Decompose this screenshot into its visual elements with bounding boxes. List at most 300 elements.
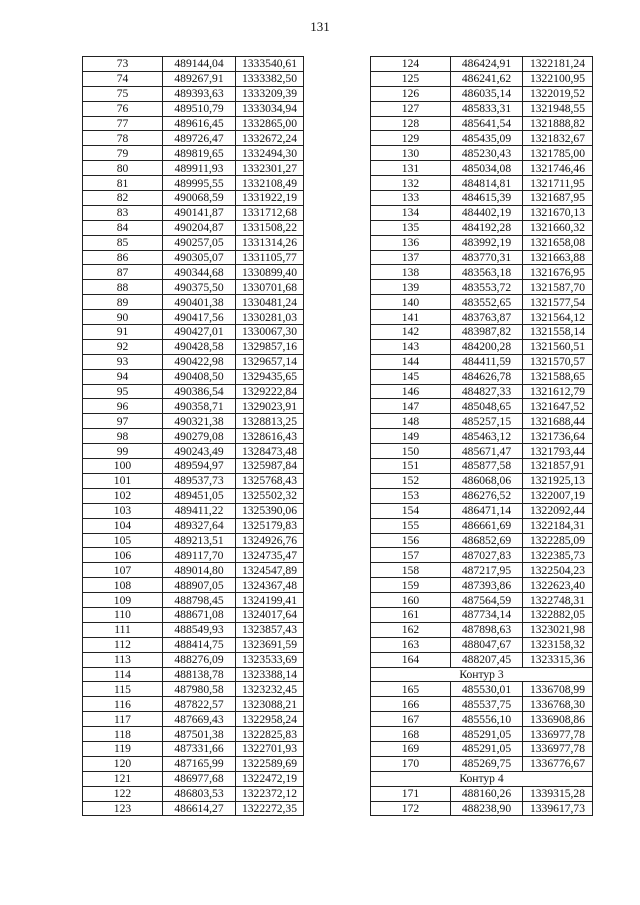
y-coordinate-cell: 1322958,24 bbox=[236, 712, 304, 727]
point-number-cell: 100 bbox=[83, 459, 163, 474]
point-number-cell: 96 bbox=[83, 399, 163, 414]
x-coordinate-cell: 489726,47 bbox=[163, 131, 236, 146]
point-number-cell: 92 bbox=[83, 339, 163, 354]
point-number-cell: 170 bbox=[371, 756, 451, 771]
x-coordinate-cell: 490257,05 bbox=[163, 235, 236, 250]
table-row bbox=[371, 622, 593, 637]
x-coordinate-cell: 487217,95 bbox=[451, 563, 523, 578]
table-row bbox=[83, 205, 304, 220]
point-number-cell: 130 bbox=[371, 146, 451, 161]
point-number-cell: 172 bbox=[371, 801, 451, 816]
point-number-cell: 125 bbox=[371, 71, 451, 86]
table-row bbox=[83, 801, 304, 816]
x-coordinate-cell: 486614,27 bbox=[163, 801, 236, 816]
y-coordinate-cell: 1321570,57 bbox=[523, 354, 593, 369]
y-coordinate-cell: 1328473,48 bbox=[236, 444, 304, 459]
x-coordinate-cell: 490427,01 bbox=[163, 325, 236, 340]
y-coordinate-cell: 1321676,95 bbox=[523, 265, 593, 280]
point-number-cell: 128 bbox=[371, 116, 451, 131]
table-row bbox=[83, 295, 304, 310]
table-row bbox=[371, 116, 593, 131]
y-coordinate-cell: 1321687,95 bbox=[523, 191, 593, 206]
x-coordinate-cell: 487980,58 bbox=[163, 682, 236, 697]
y-coordinate-cell: 1333034,94 bbox=[236, 101, 304, 116]
point-number-cell: 139 bbox=[371, 280, 451, 295]
table-row bbox=[371, 727, 593, 742]
point-number-cell: 147 bbox=[371, 399, 451, 414]
point-number-cell: 165 bbox=[371, 682, 451, 697]
point-number-cell: 145 bbox=[371, 369, 451, 384]
table-row bbox=[83, 146, 304, 161]
coordinates-table-left bbox=[82, 56, 304, 816]
x-coordinate-cell: 488238,90 bbox=[451, 801, 523, 816]
x-coordinate-cell: 486803,53 bbox=[163, 786, 236, 801]
x-coordinate-cell: 490068,59 bbox=[163, 191, 236, 206]
point-number-cell: 140 bbox=[371, 295, 451, 310]
point-number-cell: 161 bbox=[371, 607, 451, 622]
x-coordinate-cell: 490375,50 bbox=[163, 280, 236, 295]
table-row bbox=[371, 488, 593, 503]
y-coordinate-cell: 1328616,43 bbox=[236, 429, 304, 444]
table-row bbox=[83, 71, 304, 86]
point-number-cell: 108 bbox=[83, 578, 163, 593]
x-coordinate-cell: 490417,56 bbox=[163, 310, 236, 325]
table-row bbox=[371, 607, 593, 622]
x-coordinate-cell: 490358,71 bbox=[163, 399, 236, 414]
point-number-cell: 84 bbox=[83, 220, 163, 235]
point-number-cell: 155 bbox=[371, 518, 451, 533]
y-coordinate-cell: 1324547,89 bbox=[236, 563, 304, 578]
point-number-cell: 101 bbox=[83, 473, 163, 488]
point-number-cell: 171 bbox=[371, 786, 451, 801]
table-row bbox=[83, 265, 304, 280]
y-coordinate-cell: 1322181,24 bbox=[523, 57, 593, 72]
y-coordinate-cell: 1329023,91 bbox=[236, 399, 304, 414]
table-row bbox=[371, 191, 593, 206]
y-coordinate-cell: 1322092,44 bbox=[523, 503, 593, 518]
table-row bbox=[83, 354, 304, 369]
point-number-cell: 73 bbox=[83, 57, 163, 72]
point-number-cell: 87 bbox=[83, 265, 163, 280]
x-coordinate-cell: 490344,68 bbox=[163, 265, 236, 280]
point-number-cell: 93 bbox=[83, 354, 163, 369]
point-number-cell: 88 bbox=[83, 280, 163, 295]
point-number-cell: 115 bbox=[83, 682, 163, 697]
table-row bbox=[371, 697, 593, 712]
point-number-cell: 83 bbox=[83, 205, 163, 220]
x-coordinate-cell: 487501,38 bbox=[163, 727, 236, 742]
y-coordinate-cell: 1324367,48 bbox=[236, 578, 304, 593]
y-coordinate-cell: 1321660,32 bbox=[523, 220, 593, 235]
point-number-cell: 135 bbox=[371, 220, 451, 235]
x-coordinate-cell: 484827,33 bbox=[451, 384, 523, 399]
table-row bbox=[371, 414, 593, 429]
x-coordinate-cell: 488276,09 bbox=[163, 652, 236, 667]
table-row bbox=[371, 533, 593, 548]
table-row bbox=[83, 622, 304, 637]
x-coordinate-cell: 489537,73 bbox=[163, 473, 236, 488]
x-coordinate-cell: 488138,78 bbox=[163, 667, 236, 682]
x-coordinate-cell: 490204,87 bbox=[163, 220, 236, 235]
table-row bbox=[83, 176, 304, 191]
x-coordinate-cell: 488549,93 bbox=[163, 622, 236, 637]
y-coordinate-cell: 1321736,64 bbox=[523, 429, 593, 444]
point-number-cell: 75 bbox=[83, 86, 163, 101]
x-coordinate-cell: 490401,38 bbox=[163, 295, 236, 310]
y-coordinate-cell: 1325390,06 bbox=[236, 503, 304, 518]
x-coordinate-cell: 488160,26 bbox=[451, 786, 523, 801]
x-coordinate-cell: 485463,12 bbox=[451, 429, 523, 444]
point-number-cell: 123 bbox=[83, 801, 163, 816]
point-number-cell: 162 bbox=[371, 622, 451, 637]
x-coordinate-cell: 489411,22 bbox=[163, 503, 236, 518]
x-coordinate-cell: 489911,93 bbox=[163, 161, 236, 176]
y-coordinate-cell: 1323158,32 bbox=[523, 637, 593, 652]
point-number-cell: 148 bbox=[371, 414, 451, 429]
table-row bbox=[83, 339, 304, 354]
table-row bbox=[83, 235, 304, 250]
table-row bbox=[371, 801, 593, 816]
point-number-cell: 137 bbox=[371, 250, 451, 265]
x-coordinate-cell: 483552,65 bbox=[451, 295, 523, 310]
x-coordinate-cell: 484411,59 bbox=[451, 354, 523, 369]
point-number-cell: 114 bbox=[83, 667, 163, 682]
table-row bbox=[83, 473, 304, 488]
y-coordinate-cell: 1329857,16 bbox=[236, 339, 304, 354]
y-coordinate-cell: 1322285,09 bbox=[523, 533, 593, 548]
point-number-cell: 122 bbox=[83, 786, 163, 801]
y-coordinate-cell: 1321658,08 bbox=[523, 235, 593, 250]
y-coordinate-cell: 1328813,25 bbox=[236, 414, 304, 429]
x-coordinate-cell: 489995,55 bbox=[163, 176, 236, 191]
table-row bbox=[83, 280, 304, 295]
x-coordinate-cell: 484192,28 bbox=[451, 220, 523, 235]
point-number-cell: 126 bbox=[371, 86, 451, 101]
point-number-cell: 106 bbox=[83, 548, 163, 563]
y-coordinate-cell: 1333382,50 bbox=[236, 71, 304, 86]
table-row bbox=[83, 429, 304, 444]
table-row bbox=[371, 235, 593, 250]
x-coordinate-cell: 489451,05 bbox=[163, 488, 236, 503]
x-coordinate-cell: 485230,43 bbox=[451, 146, 523, 161]
table-row bbox=[83, 697, 304, 712]
point-number-cell: 120 bbox=[83, 756, 163, 771]
point-number-cell: 151 bbox=[371, 459, 451, 474]
point-number-cell: 117 bbox=[83, 712, 163, 727]
x-coordinate-cell: 485833,31 bbox=[451, 101, 523, 116]
x-coordinate-cell: 484814,81 bbox=[451, 176, 523, 191]
table-row bbox=[83, 652, 304, 667]
y-coordinate-cell: 1321663,88 bbox=[523, 250, 593, 265]
point-number-cell: 127 bbox=[371, 101, 451, 116]
table-row bbox=[83, 459, 304, 474]
x-coordinate-cell: 485034,08 bbox=[451, 161, 523, 176]
x-coordinate-cell: 489014,80 bbox=[163, 563, 236, 578]
y-coordinate-cell: 1331314,26 bbox=[236, 235, 304, 250]
y-coordinate-cell: 1336776,67 bbox=[523, 756, 593, 771]
table-row bbox=[371, 384, 593, 399]
x-coordinate-cell: 489393,63 bbox=[163, 86, 236, 101]
x-coordinate-cell: 489510,79 bbox=[163, 101, 236, 116]
table-row bbox=[371, 786, 593, 801]
point-number-cell: 156 bbox=[371, 533, 451, 548]
table-row bbox=[83, 191, 304, 206]
x-coordinate-cell: 489616,45 bbox=[163, 116, 236, 131]
point-number-cell: 113 bbox=[83, 652, 163, 667]
y-coordinate-cell: 1324735,47 bbox=[236, 548, 304, 563]
y-coordinate-cell: 1322623,40 bbox=[523, 578, 593, 593]
table-row bbox=[83, 682, 304, 697]
y-coordinate-cell: 1323232,45 bbox=[236, 682, 304, 697]
x-coordinate-cell: 488207,45 bbox=[451, 652, 523, 667]
y-coordinate-cell: 1321793,44 bbox=[523, 444, 593, 459]
point-number-cell: 142 bbox=[371, 325, 451, 340]
point-number-cell: 143 bbox=[371, 339, 451, 354]
table-row bbox=[371, 503, 593, 518]
y-coordinate-cell: 1321577,54 bbox=[523, 295, 593, 310]
point-number-cell: 131 bbox=[371, 161, 451, 176]
point-number-cell: 85 bbox=[83, 235, 163, 250]
table-row bbox=[371, 578, 593, 593]
point-number-cell: 158 bbox=[371, 563, 451, 578]
x-coordinate-cell: 490408,50 bbox=[163, 369, 236, 384]
point-number-cell: 166 bbox=[371, 697, 451, 712]
point-number-cell: 121 bbox=[83, 771, 163, 786]
table-row bbox=[371, 176, 593, 191]
x-coordinate-cell: 485048,65 bbox=[451, 399, 523, 414]
y-coordinate-cell: 1323533,69 bbox=[236, 652, 304, 667]
table-row bbox=[371, 593, 593, 608]
x-coordinate-cell: 487165,99 bbox=[163, 756, 236, 771]
point-number-cell: 163 bbox=[371, 637, 451, 652]
x-coordinate-cell: 486035,14 bbox=[451, 86, 523, 101]
point-number-cell: 116 bbox=[83, 697, 163, 712]
y-coordinate-cell: 1321785,00 bbox=[523, 146, 593, 161]
point-number-cell: 89 bbox=[83, 295, 163, 310]
x-coordinate-cell: 485641,54 bbox=[451, 116, 523, 131]
table-row bbox=[83, 444, 304, 459]
table-row bbox=[371, 429, 593, 444]
y-coordinate-cell: 1331508,22 bbox=[236, 220, 304, 235]
x-coordinate-cell: 487564,59 bbox=[451, 593, 523, 608]
x-coordinate-cell: 488047,67 bbox=[451, 637, 523, 652]
y-coordinate-cell: 1321560,51 bbox=[523, 339, 593, 354]
table-row bbox=[371, 205, 593, 220]
table-row bbox=[371, 548, 593, 563]
x-coordinate-cell: 490279,08 bbox=[163, 429, 236, 444]
point-number-cell: 98 bbox=[83, 429, 163, 444]
x-coordinate-cell: 487027,83 bbox=[451, 548, 523, 563]
y-coordinate-cell: 1321948,55 bbox=[523, 101, 593, 116]
y-coordinate-cell: 1333540,61 bbox=[236, 57, 304, 72]
point-number-cell: 118 bbox=[83, 727, 163, 742]
table-row bbox=[83, 578, 304, 593]
x-coordinate-cell: 486276,52 bbox=[451, 488, 523, 503]
table-row bbox=[83, 399, 304, 414]
x-coordinate-cell: 486977,68 bbox=[163, 771, 236, 786]
point-number-cell: 132 bbox=[371, 176, 451, 191]
point-number-cell: 86 bbox=[83, 250, 163, 265]
point-number-cell: 164 bbox=[371, 652, 451, 667]
point-number-cell: 79 bbox=[83, 146, 163, 161]
table-row bbox=[371, 741, 593, 756]
table-row bbox=[83, 771, 304, 786]
point-number-cell: 77 bbox=[83, 116, 163, 131]
table-row bbox=[371, 518, 593, 533]
point-number-cell: 103 bbox=[83, 503, 163, 518]
point-number-cell: 153 bbox=[371, 488, 451, 503]
x-coordinate-cell: 486661,69 bbox=[451, 518, 523, 533]
x-coordinate-cell: 484402,19 bbox=[451, 205, 523, 220]
x-coordinate-cell: 490321,38 bbox=[163, 414, 236, 429]
table-row bbox=[371, 295, 593, 310]
table-row bbox=[83, 220, 304, 235]
x-coordinate-cell: 489213,51 bbox=[163, 533, 236, 548]
x-coordinate-cell: 483553,72 bbox=[451, 280, 523, 295]
y-coordinate-cell: 1322372,12 bbox=[236, 786, 304, 801]
x-coordinate-cell: 487669,43 bbox=[163, 712, 236, 727]
y-coordinate-cell: 1329222,84 bbox=[236, 384, 304, 399]
y-coordinate-cell: 1322019,52 bbox=[523, 86, 593, 101]
x-coordinate-cell: 489819,65 bbox=[163, 146, 236, 161]
contour-label: Контур 3 bbox=[371, 667, 593, 682]
point-number-cell: 94 bbox=[83, 369, 163, 384]
x-coordinate-cell: 487734,14 bbox=[451, 607, 523, 622]
table-row bbox=[371, 399, 593, 414]
y-coordinate-cell: 1332301,27 bbox=[236, 161, 304, 176]
table-row bbox=[371, 354, 593, 369]
y-coordinate-cell: 1323691,59 bbox=[236, 637, 304, 652]
table-row bbox=[83, 310, 304, 325]
point-number-cell: 154 bbox=[371, 503, 451, 518]
point-number-cell: 95 bbox=[83, 384, 163, 399]
x-coordinate-cell: 486471,14 bbox=[451, 503, 523, 518]
y-coordinate-cell: 1324199,41 bbox=[236, 593, 304, 608]
x-coordinate-cell: 489594,97 bbox=[163, 459, 236, 474]
y-coordinate-cell: 1321587,70 bbox=[523, 280, 593, 295]
point-number-cell: 146 bbox=[371, 384, 451, 399]
table-row bbox=[371, 250, 593, 265]
x-coordinate-cell: 484626,78 bbox=[451, 369, 523, 384]
table-row bbox=[83, 161, 304, 176]
table-row bbox=[83, 712, 304, 727]
y-coordinate-cell: 1336708,99 bbox=[523, 682, 593, 697]
x-coordinate-cell: 490243,49 bbox=[163, 444, 236, 459]
y-coordinate-cell: 1322825,83 bbox=[236, 727, 304, 742]
table-row bbox=[83, 741, 304, 756]
contour-header-row bbox=[371, 667, 593, 682]
x-coordinate-cell: 488798,45 bbox=[163, 593, 236, 608]
x-coordinate-cell: 483763,87 bbox=[451, 310, 523, 325]
y-coordinate-cell: 1323021,98 bbox=[523, 622, 593, 637]
y-coordinate-cell: 1321925,13 bbox=[523, 473, 593, 488]
point-number-cell: 169 bbox=[371, 741, 451, 756]
x-coordinate-cell: 489267,91 bbox=[163, 71, 236, 86]
table-row bbox=[371, 220, 593, 235]
y-coordinate-cell: 1321832,67 bbox=[523, 131, 593, 146]
table-row bbox=[83, 384, 304, 399]
y-coordinate-cell: 1325987,84 bbox=[236, 459, 304, 474]
y-coordinate-cell: 1322748,31 bbox=[523, 593, 593, 608]
y-coordinate-cell: 1322701,93 bbox=[236, 741, 304, 756]
table-row bbox=[371, 339, 593, 354]
x-coordinate-cell: 487822,57 bbox=[163, 697, 236, 712]
y-coordinate-cell: 1332494,30 bbox=[236, 146, 304, 161]
y-coordinate-cell: 1336977,78 bbox=[523, 741, 593, 756]
point-number-cell: 152 bbox=[371, 473, 451, 488]
point-number-cell: 157 bbox=[371, 548, 451, 563]
table-row bbox=[371, 280, 593, 295]
y-coordinate-cell: 1330281,03 bbox=[236, 310, 304, 325]
point-number-cell: 109 bbox=[83, 593, 163, 608]
y-coordinate-cell: 1321588,65 bbox=[523, 369, 593, 384]
point-number-cell: 99 bbox=[83, 444, 163, 459]
point-number-cell: 76 bbox=[83, 101, 163, 116]
table-row bbox=[83, 563, 304, 578]
y-coordinate-cell: 1321558,14 bbox=[523, 325, 593, 340]
point-number-cell: 102 bbox=[83, 488, 163, 503]
y-coordinate-cell: 1323388,14 bbox=[236, 667, 304, 682]
x-coordinate-cell: 487898,63 bbox=[451, 622, 523, 637]
y-coordinate-cell: 1336908,86 bbox=[523, 712, 593, 727]
x-coordinate-cell: 488414,75 bbox=[163, 637, 236, 652]
point-number-cell: 74 bbox=[83, 71, 163, 86]
table-row bbox=[371, 682, 593, 697]
table-row bbox=[371, 325, 593, 340]
y-coordinate-cell: 1331922,19 bbox=[236, 191, 304, 206]
x-coordinate-cell: 485877,58 bbox=[451, 459, 523, 474]
table-row bbox=[371, 444, 593, 459]
y-coordinate-cell: 1322589,69 bbox=[236, 756, 304, 771]
y-coordinate-cell: 1323857,43 bbox=[236, 622, 304, 637]
table-row bbox=[371, 712, 593, 727]
y-coordinate-cell: 1322272,35 bbox=[236, 801, 304, 816]
x-coordinate-cell: 486068,06 bbox=[451, 473, 523, 488]
y-coordinate-cell: 1321888,82 bbox=[523, 116, 593, 131]
y-coordinate-cell: 1330481,24 bbox=[236, 295, 304, 310]
point-number-cell: 82 bbox=[83, 191, 163, 206]
table-row bbox=[83, 593, 304, 608]
point-number-cell: 107 bbox=[83, 563, 163, 578]
y-coordinate-cell: 1329435,65 bbox=[236, 369, 304, 384]
x-coordinate-cell: 485435,09 bbox=[451, 131, 523, 146]
y-coordinate-cell: 1321711,95 bbox=[523, 176, 593, 191]
y-coordinate-cell: 1325179,83 bbox=[236, 518, 304, 533]
point-number-cell: 136 bbox=[371, 235, 451, 250]
x-coordinate-cell: 490422,98 bbox=[163, 354, 236, 369]
y-coordinate-cell: 1321647,52 bbox=[523, 399, 593, 414]
table-row bbox=[371, 101, 593, 116]
y-coordinate-cell: 1322504,23 bbox=[523, 563, 593, 578]
point-number-cell: 134 bbox=[371, 205, 451, 220]
y-coordinate-cell: 1321670,13 bbox=[523, 205, 593, 220]
y-coordinate-cell: 1321564,12 bbox=[523, 310, 593, 325]
point-number-cell: 90 bbox=[83, 310, 163, 325]
contour-header-row bbox=[371, 771, 593, 786]
point-number-cell: 124 bbox=[371, 57, 451, 72]
y-coordinate-cell: 1330067,30 bbox=[236, 325, 304, 340]
table-row bbox=[371, 86, 593, 101]
x-coordinate-cell: 485291,05 bbox=[451, 741, 523, 756]
x-coordinate-cell: 483992,19 bbox=[451, 235, 523, 250]
point-number-cell: 91 bbox=[83, 325, 163, 340]
table-row bbox=[83, 667, 304, 682]
x-coordinate-cell: 486424,91 bbox=[451, 57, 523, 72]
x-coordinate-cell: 485530,01 bbox=[451, 682, 523, 697]
x-coordinate-cell: 485257,15 bbox=[451, 414, 523, 429]
x-coordinate-cell: 485556,10 bbox=[451, 712, 523, 727]
x-coordinate-cell: 487331,66 bbox=[163, 741, 236, 756]
